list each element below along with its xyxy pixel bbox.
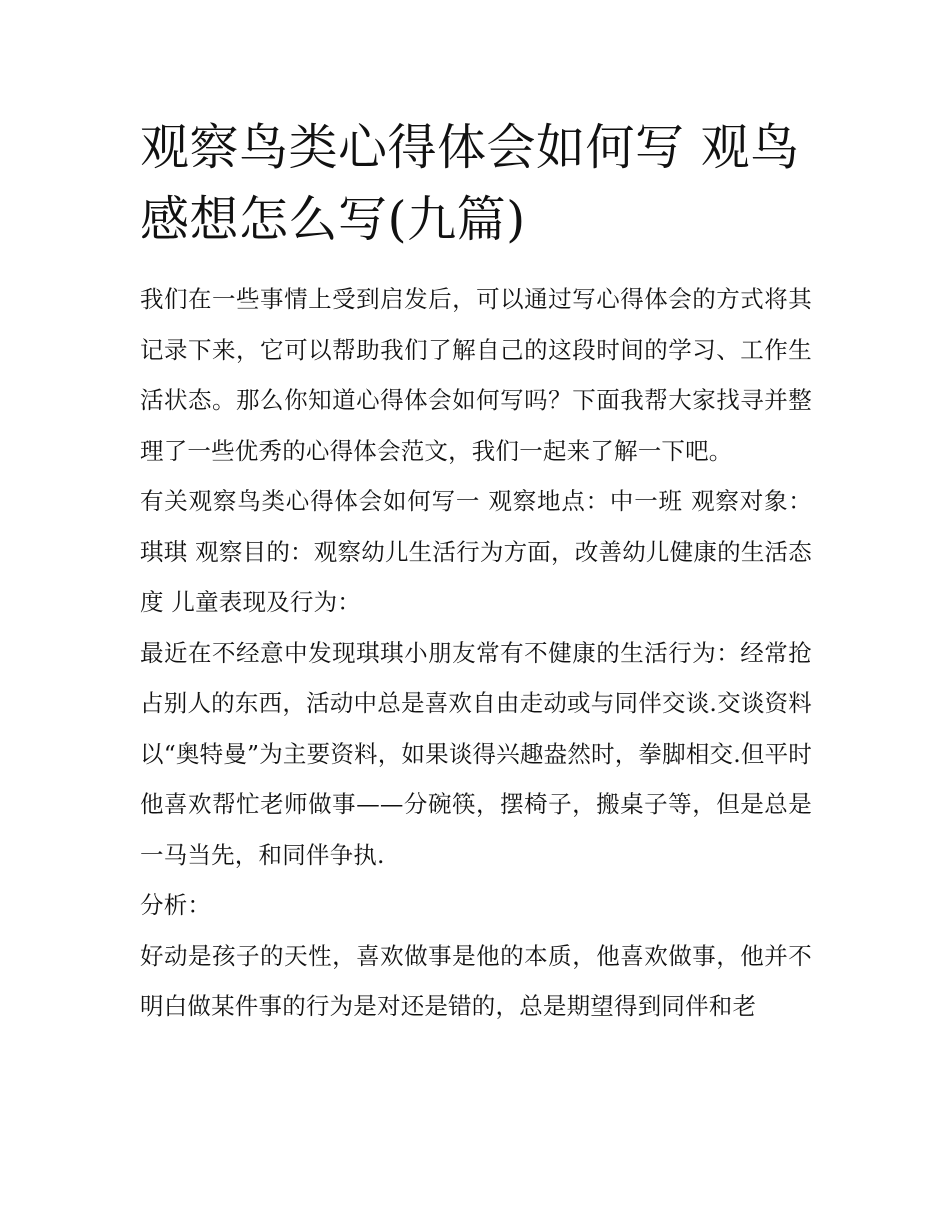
paragraph-analysis-heading: 分析： [140, 891, 212, 919]
paragraph-intro: 我们在一些事情上受到启发后，可以通过写心得体会的方式将其记录下来，它可以帮助我们了解自己的这段时间的学习、工作生活状态。那么你知道心得体会如何写吗？下面我帮大家找寻并整理了一些优秀的心得体会范文，我们一起来了解一下吧。 [140, 285, 812, 465]
paragraph-analysis: 好动是孩子的天性，喜欢做事是他的本质，他喜欢做事，他并不明白做某件事的行为是对还是错的，总是期望得到同伴和老 [140, 941, 812, 1020]
paragraph-behavior: 最近在不经意中发现琪琪小朋友常有不健康的生活行为：经常抢占别人的东西，活动中总是喜欢自由走动或与同伴交谈.交谈资料以“奥特曼”为主要资料，如果谈得兴趣盎然时，拳脚相交.但平时他喜欢帮忙老师做事——分碗筷，摆椅子，搬桌子等，但是总是一马当先，和同伴争执. [140, 638, 812, 869]
document-title: 观察鸟类心得体会如何写 观鸟感想怎么写(九篇) [140, 119, 800, 248]
paragraph-observation-info: 有关观察鸟类心得体会如何写一 观察地点：中一班 观察对象：琪琪 观察目的：观察幼儿生活行为方面，改善幼儿健康的生活态度 儿童表现及行为： [140, 487, 812, 616]
document-body [140, 112, 812, 1032]
